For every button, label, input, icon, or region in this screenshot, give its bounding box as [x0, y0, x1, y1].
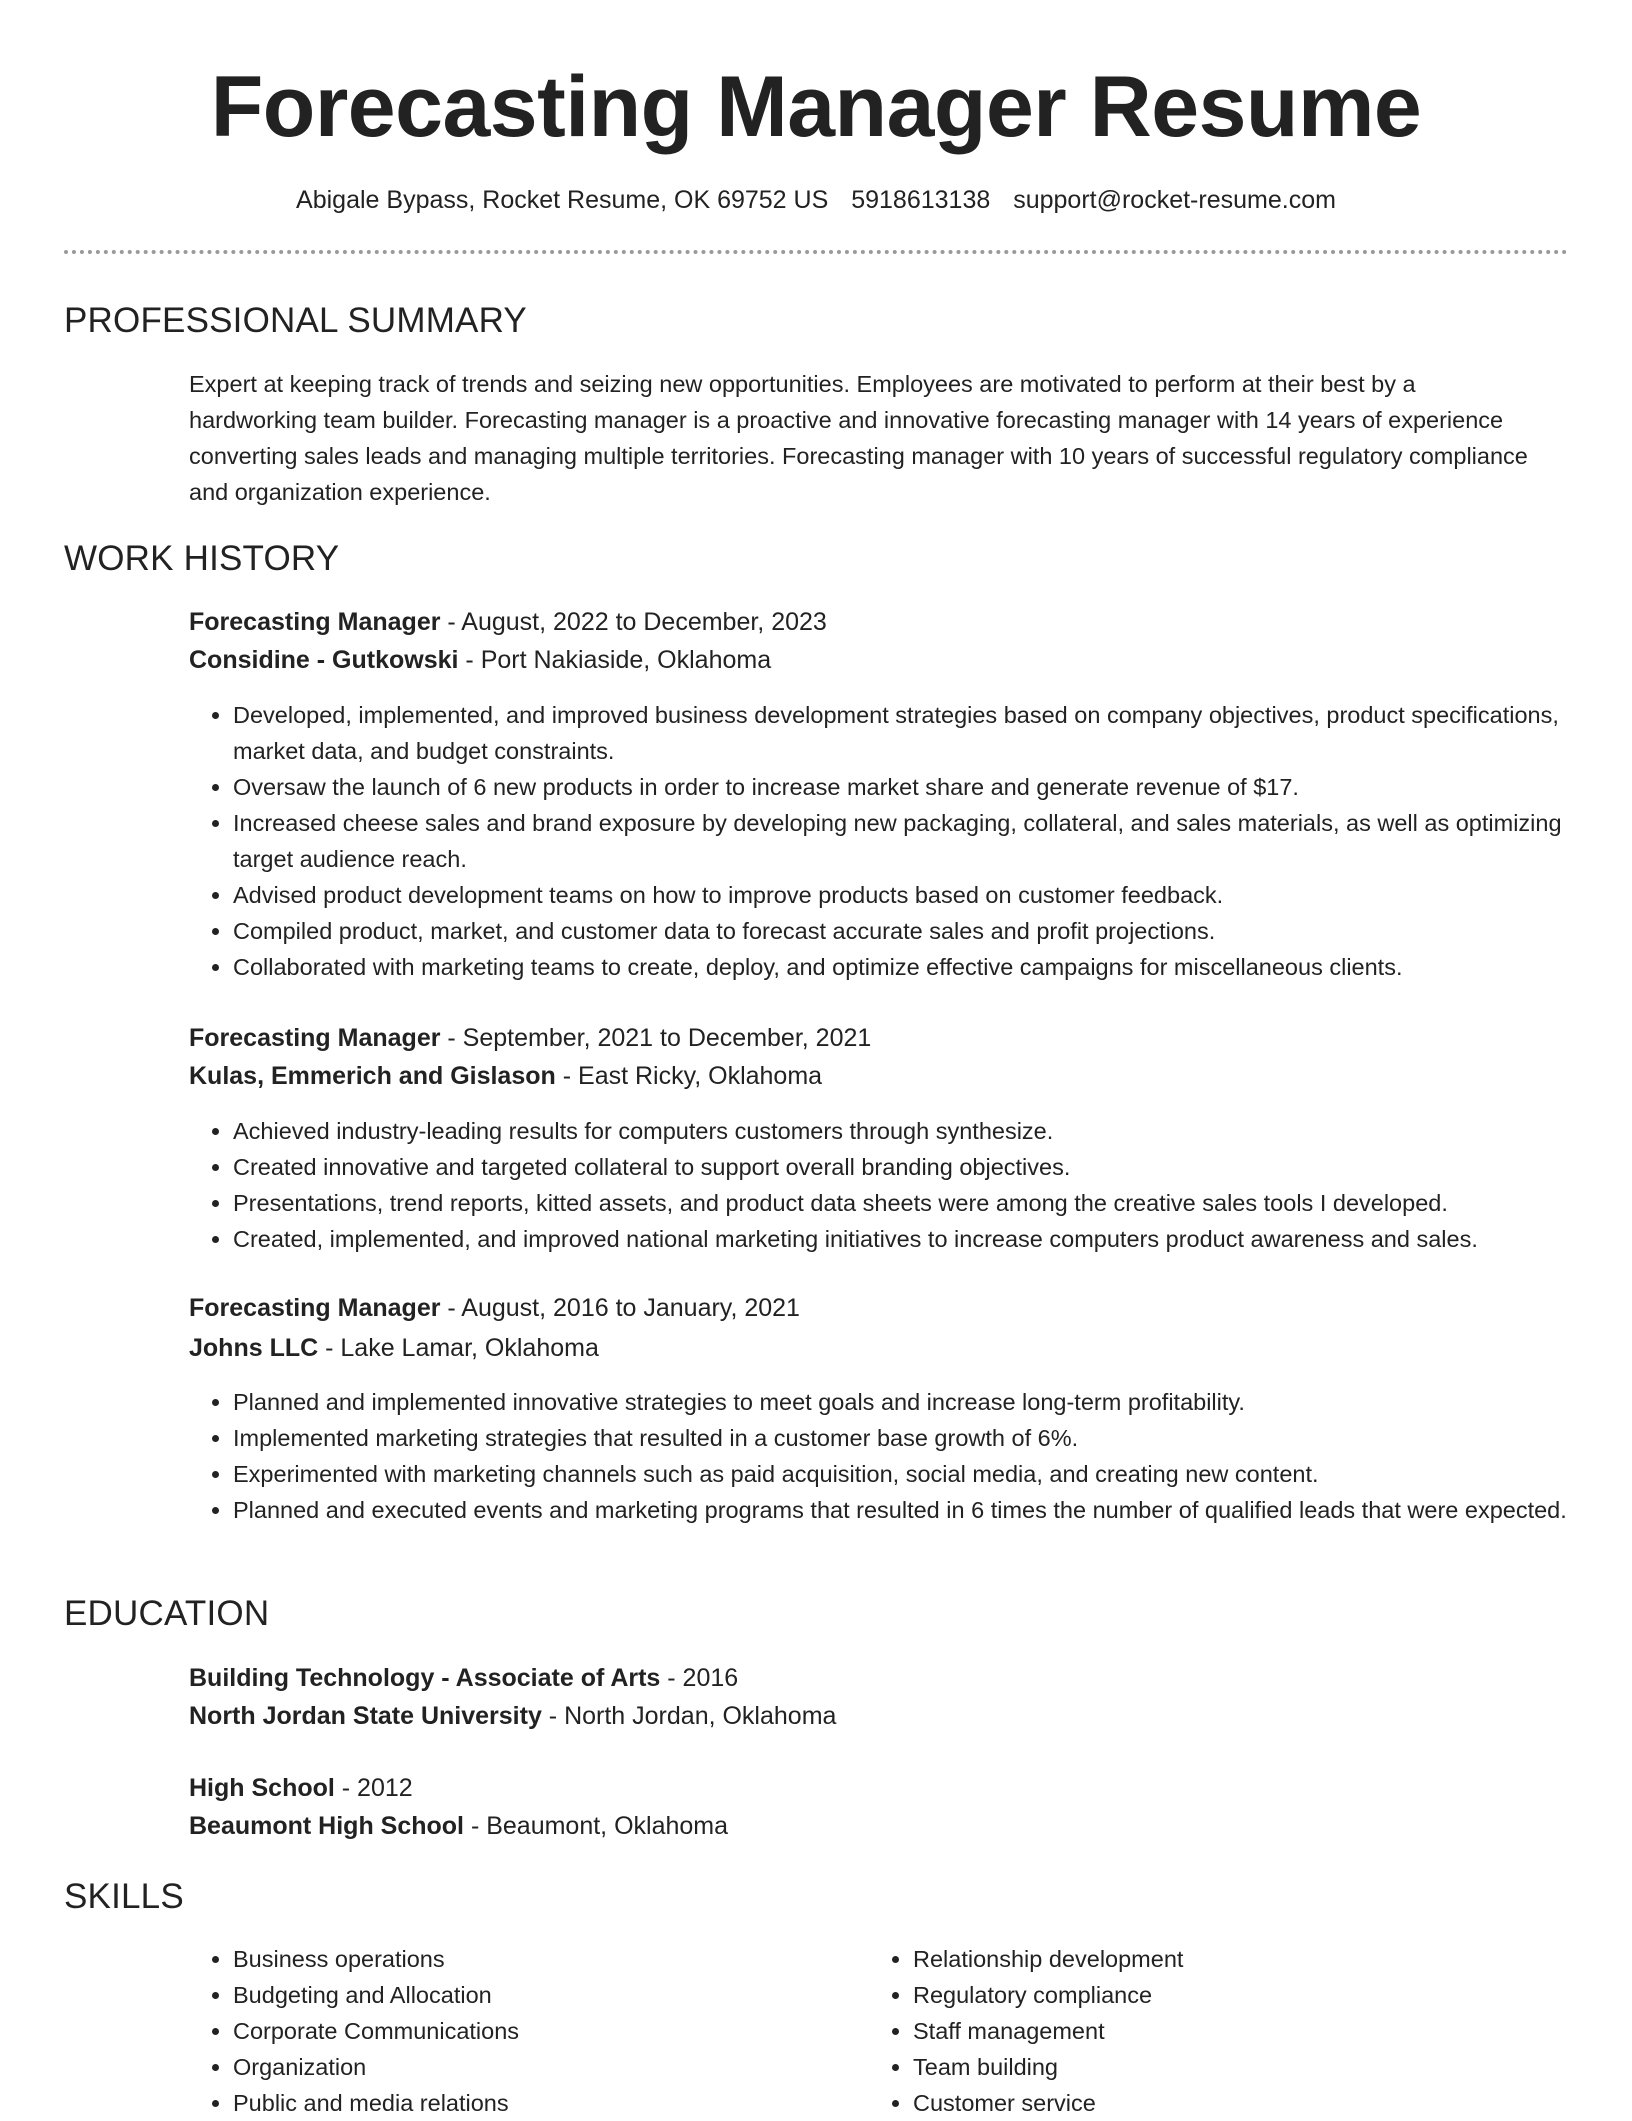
contact-line [0, 178, 1632, 222]
contact-phone: 5918613138 [851, 186, 991, 214]
job-dates: - August, 2016 to January, 2021 [440, 1294, 800, 1322]
list-item: • Planned and implemented innovative strategies to meet goals and increase long-term profitability. [233, 1384, 1623, 1420]
education-degree-line [189, 1769, 1529, 1807]
list-item: • Experimented with marketing channels such as paid acquisition, social media, and creating new content. [233, 1456, 1623, 1492]
list-item: • Increased cheese sales and brand exposure by developing new packaging, collateral, and sales materials, as well as optimizing target audience reach. [233, 805, 1623, 877]
job-company: Kulas, Emmerich and Gislason [189, 1062, 556, 1090]
skill-item: • Team building [913, 2049, 1553, 2085]
education-degree: Building Technology - Associate of Arts [189, 1664, 661, 1692]
skill-item: • Business operations [233, 1941, 873, 1977]
job-company: Considine - Gutkowski [189, 646, 459, 674]
list-item: • Planned and executed events and marketing programs that resulted in 6 times the number of qualified leads that were expected. [233, 1492, 1623, 1528]
skill-item: • Customer service [913, 2085, 1553, 2121]
list-item: • Oversaw the launch of 6 new products in order to increase market share and generate revenue of $17. [233, 769, 1623, 805]
education-location: - North Jordan, Oklahoma [541, 1702, 837, 1730]
skills-list-left [189, 1941, 873, 2121]
resume-title: Forecasting Manager Resume [210, 59, 1422, 155]
list-item: • Advised product development teams on how to improve products based on customer feedback. [233, 877, 1623, 913]
skill-item: • Regulatory compliance [913, 1977, 1553, 2013]
list-item: • Collaborated with marketing teams to create, deploy, and optimize effective campaigns for miscellaneous clients. [233, 949, 1623, 985]
list-item: • Created, implemented, and improved national marketing initiatives to increase computers product awareness and sales. [233, 1221, 1623, 1257]
education-degree-line [189, 1659, 1529, 1697]
job-title-line [189, 1289, 1529, 1327]
job-title: Forecasting Manager [189, 608, 441, 636]
job-company-line [189, 1057, 1529, 1095]
list-item: • Compiled product, market, and customer data to forecast accurate sales and profit projections. [233, 913, 1623, 949]
job-company-line [189, 641, 1529, 679]
job-location: - East Ricky, Oklahoma [555, 1062, 823, 1090]
job-title: Forecasting Manager [189, 1024, 441, 1052]
job-bullets [189, 697, 1623, 985]
skill-item: • Public and media relations [233, 2085, 873, 2121]
education-location: - Beaumont, Oklahoma [464, 1812, 729, 1840]
job-company-line [189, 1329, 1529, 1367]
summary-heading: PROFESSIONAL SUMMARY [64, 301, 527, 340]
skill-item: • Staff management [913, 2013, 1553, 2049]
skill-item: • Budgeting and Allocation [233, 1977, 873, 2013]
skill-item: • Corporate Communications [233, 2013, 873, 2049]
job-location: - Port Nakiaside, Oklahoma [458, 646, 772, 674]
contact-address: Abigale Bypass, Rocket Resume, OK 69752 US [296, 186, 829, 214]
list-item: • Developed, implemented, and improved business development strategies based on company objectives, product specifications, market data, and budget constraints. [233, 697, 1623, 769]
education-school-line [189, 1807, 1529, 1845]
job-dates: - August, 2022 to December, 2023 [440, 608, 827, 636]
job-company: Johns LLC [189, 1334, 319, 1362]
summary-text: Expert at keeping track of trends and seizing new opportunities. Employees are motivated to perform at their best by a hardworking team builder. Forecasting manager is a proactive and innovative forecasting manager with 14 years of experience converting sales leads and managing multiple territories. Forecasting manager with 10 years of successful regulatory compliance and organization experience. [189, 371, 1528, 505]
work-history-heading: WORK HISTORY [64, 539, 340, 578]
job-title-line [189, 603, 1529, 641]
job-title: Forecasting Manager [189, 1294, 441, 1322]
job-bullets [189, 1384, 1623, 1528]
education-school: Beaumont High School [189, 1812, 464, 1840]
list-item: • Presentations, trend reports, kitted assets, and product data sheets were among the creative sales tools I developed. [233, 1185, 1623, 1221]
skill-item: • Relationship development [913, 1941, 1553, 1977]
contact-email: support@rocket-resume.com [1013, 186, 1336, 214]
header-divider [64, 250, 1568, 254]
skills-heading: SKILLS [64, 1877, 184, 1916]
skill-item: • Organization [233, 2049, 873, 2085]
job-bullets [189, 1113, 1623, 1257]
education-heading: EDUCATION [64, 1594, 270, 1633]
education-school-line [189, 1697, 1529, 1735]
list-item: • Achieved industry-leading results for computers customers through synthesize. [233, 1113, 1623, 1149]
list-item: • Implemented marketing strategies that resulted in a customer base growth of 6%. [233, 1420, 1623, 1456]
education-year: - 2012 [334, 1774, 413, 1802]
education-school: North Jordan State University [189, 1702, 542, 1730]
job-location: - Lake Lamar, Oklahoma [318, 1334, 599, 1362]
education-degree: High School [189, 1774, 335, 1802]
education-year: - 2016 [660, 1664, 739, 1692]
skills-list-right [869, 1941, 1553, 2121]
list-item: • Created innovative and targeted collateral to support overall branding objectives. [233, 1149, 1623, 1185]
job-title-line [189, 1019, 1529, 1057]
job-dates: - September, 2021 to December, 2021 [440, 1024, 872, 1052]
